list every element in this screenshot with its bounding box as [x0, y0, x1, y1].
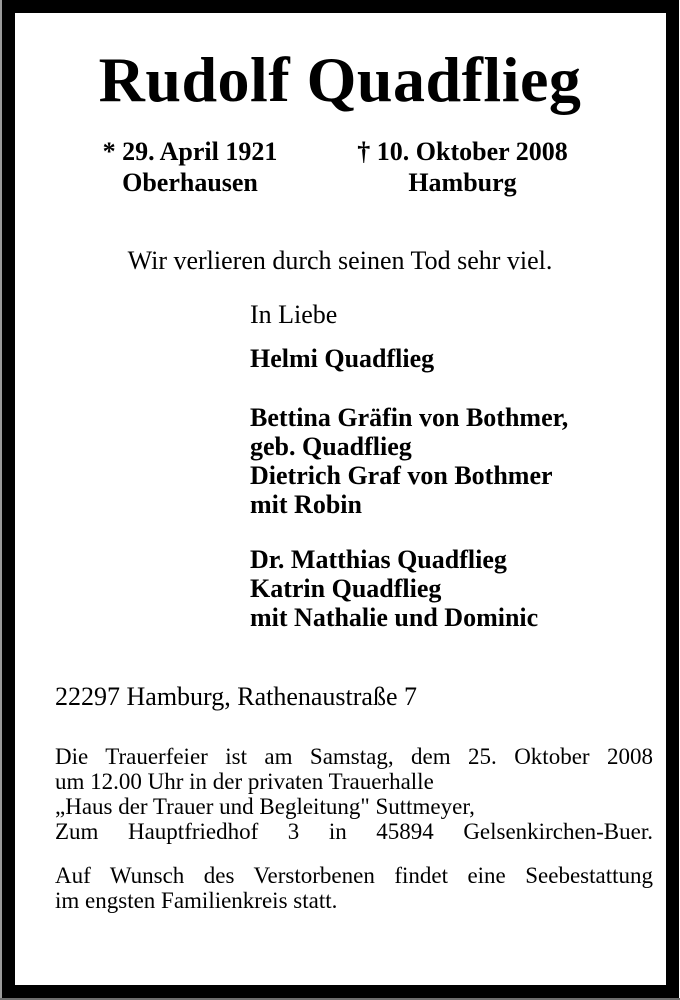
birth-place: Oberhausen	[122, 168, 258, 197]
funeral-details-line: Die Trauerfeier ist am Samstag, dem 25. Oktober 2008	[55, 744, 653, 769]
mourner-line: Dietrich Graf von Bothmer	[250, 461, 553, 490]
mourner-name-helmi: Helmi Quadflieg	[250, 344, 435, 373]
funeral-details-paragraph	[55, 744, 653, 844]
funeral-details-line: um 12.00 Uhr in der privaten Trauerhalle	[55, 769, 434, 794]
died-dagger-symbol: †	[357, 137, 371, 166]
death-info	[340, 136, 585, 198]
burial-note-paragraph	[55, 863, 653, 913]
mourner-line: mit Robin	[250, 490, 362, 519]
funeral-details-line: Zum Hauptfriedhof 3 in 45894 Gelsenkirchen-Buer.	[55, 819, 653, 844]
born-star-symbol: *	[102, 137, 116, 166]
death-date: 10. Oktober 2008	[376, 137, 568, 166]
mourner-line: mit Nathalie und Dominic	[250, 603, 539, 632]
birth-date: 29. April 1921	[122, 137, 278, 166]
mourner-line: geb. Quadflieg	[250, 432, 412, 461]
mourner-group-bothmer	[250, 403, 568, 519]
mourner-line: Dr. Matthias Quadflieg	[250, 545, 507, 574]
birth-info	[70, 136, 310, 198]
deceased-name: Rudolf Quadflieg	[98, 44, 582, 115]
mourner-line: Bettina Gräfin von Bothmer,	[250, 403, 569, 432]
funeral-details-line: „Haus der Trauer und Begleitung" Suttmeyer,	[55, 794, 475, 819]
funeral-address: 22297 Hamburg, Rathenaustraße 7	[55, 682, 417, 711]
death-place: Hamburg	[408, 168, 517, 197]
burial-note-line: im engsten Familienkreis statt.	[55, 888, 338, 913]
mourner-line: Katrin Quadflieg	[250, 574, 442, 603]
burial-note-line: Auf Wunsch des Verstorbenen findet eine Seebestattung	[55, 863, 653, 888]
closing-phrase: In Liebe	[250, 300, 338, 329]
epitaph-text: Wir verlieren durch seinen Tod sehr viel.	[127, 246, 553, 275]
mourner-group-matthias	[250, 545, 538, 632]
scan-edge-left	[0, 0, 2, 1000]
